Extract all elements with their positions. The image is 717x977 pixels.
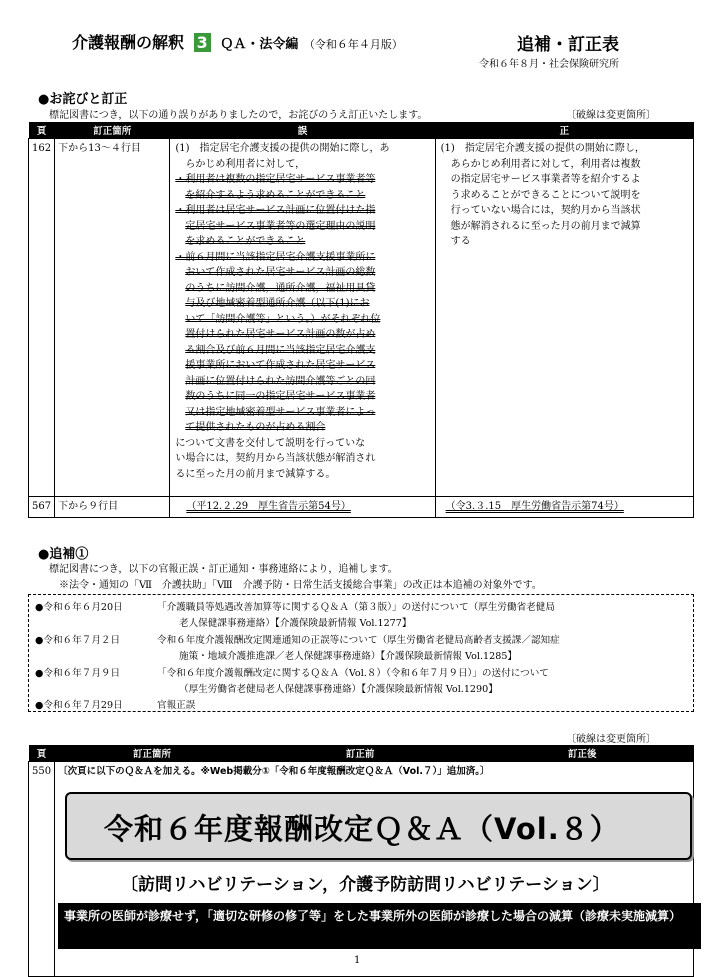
title-edition: （令和６年４月版） (303, 38, 403, 51)
col-page: 頁 (29, 745, 55, 762)
supplement-note-2: 〔破線は変更箇所〕 (566, 734, 656, 745)
col-location: 訂正箇所 (55, 745, 250, 762)
correct-text: (1) 指定居宅介護支援の提供の開始に際し， あらかじめ利用者に対して，利用者は複数 の指定居宅サービス事業者等を紹介するよ う求めることができることについて説明を 行っていない場合には，契約月から当該状 態が解消されるに至った月の前月まで減算 する (435, 139, 693, 497)
correction-table (28, 122, 694, 518)
qa-subtitle: 〔訪問リハビリテーション，介護予防訪問リハビリテーション〕 (121, 875, 610, 895)
supplement-heading: ●追補① (38, 547, 89, 562)
row-location: 下から13～４行目 (55, 139, 170, 497)
col-after: 訂正後 (471, 745, 694, 762)
wrong-text: (1) 指定居宅介護支援の提供の開始に際し，あ らかじめ利用者に対して， ・利用者は複数の指定居宅サービス事業者等 を紹介するよう求めることができること ・利用者は居宅サービス計画に位置付けた指 定居宅サービス事業者等の選定理由の説明 を求めることができること ・前６月間に当該指定居宅介護支援事業所に おいて作成された居宅サービス計画の総数 のうちに訪問介護，通所介護，福祉用具貸 与及び地域密着型通所介護（以下(1)にお いて「訪問介護等」という。）がそれぞれ位 置付けられた居宅サービス計画の数が占め る割合及び前６月間に当該指定居宅介護支 援事業所において作成された居宅サービス 計画に位置付けられた訪問介護等ごとの回 数のうちに同一の指定居宅サービス事業者 又は指定地域密着型サービス事業者によっ て提供されたものが占める割合 について文書を交付して説明を行っていな い場合には，契約月から当該状態が解消され るに至った月の前月まで減算する。 (170, 139, 435, 497)
table-header-row (29, 122, 694, 139)
list-item: ●令和６年７月29日 (35, 700, 123, 711)
apology-description: 標記図書につき，以下の通り誤りがありましたので，お詫びのうえ訂正いたします。 (49, 110, 428, 121)
qa-heading: 事業所の医師が診療せず，「適切な研修の修了等」をした事業所外の医師が診療した場合の減算（診療未実施減算） (58, 903, 701, 949)
col-location: 訂正箇所 (55, 122, 170, 139)
table-row (29, 497, 694, 518)
document-type: 追補・訂正表 (517, 35, 619, 55)
document-title (72, 30, 403, 53)
table-header-row (29, 745, 694, 762)
col-before: 訂正前 (249, 745, 471, 762)
wrong-text: （平12.２.29 厚生省告示第54号） (186, 501, 351, 512)
row-text: 〔次頁に以下のＱ＆Ａを加える。※Web掲載分①「令和６年度報酬改定Ｑ＆Ａ（Vol.７）」追加済。〕 (55, 762, 694, 977)
title-subtitle: ＱＡ・法令編 (220, 37, 299, 52)
row-page: 567 (29, 497, 55, 518)
apology-note: 〔破線は変更箇所〕 (566, 110, 656, 121)
table-row (29, 139, 694, 497)
qa-title: 令和６年度報酬改定Ｑ＆Ａ（Vol.８） (104, 812, 620, 846)
col-wrong: 誤 (170, 122, 435, 139)
col-page: 頁 (29, 122, 55, 139)
page-number: 1 (354, 955, 361, 966)
title-text: 介護報酬の解釈 (72, 33, 185, 52)
row-page: 162 (29, 139, 55, 497)
volume-badge: 3 (194, 33, 211, 52)
row-page: 550 (29, 762, 55, 977)
apology-heading: ●お詫びと訂正 (38, 92, 128, 107)
supplement-description: 標記図書につき，以下の官報正誤・訂正通知・事務連絡により，追補します。 (49, 564, 398, 575)
supplement-note: ※法令・通知の「Ⅶ 介護扶助」「Ⅷ 介護予防・日常生活支援総合事業」の改正は本追補の対象外です。 (59, 580, 542, 591)
correct-text: （令3.３.15 厚生労働省告示第74号） (445, 501, 624, 512)
list-item: ●令和６年７月２日 (35, 635, 121, 646)
list-item: ●令和６年６月20日 (35, 602, 123, 613)
list-item: ●令和６年７月９日 (35, 668, 121, 679)
publisher-info: 令和６年８月・社会保険研究所 (479, 59, 619, 70)
notice-list: ●令和６年６月20日 「介護職員等処遇改善加算等に関するＱ＆Ａ（第３版）」の送付について（厚生労働省老健局 老人保健課事務連絡）【介護保険最新情報 Vol.1277】 ●令和６年７月２日 令和６年度介護報酬改定関連通知の正誤等について（厚生労働省老健局高齢者支援課／認知症 施策・地域介護推進課／老人保健課事務連絡）【介護保険最新情報 Vol.1285】 ●令和６年７月９日 「令和６年度介護報酬改定に関するＱ＆Ａ（Vol.８）（令和６年７月９日）」の送付について （厚生労働省老健局老人保健課事務連絡）【介護保険最新情報 Vol.1290】 ●令和６年７月29日 官報正誤 (28, 594, 694, 712)
col-correct: 正 (435, 122, 693, 139)
row-location: 下から９行目 (55, 497, 170, 518)
